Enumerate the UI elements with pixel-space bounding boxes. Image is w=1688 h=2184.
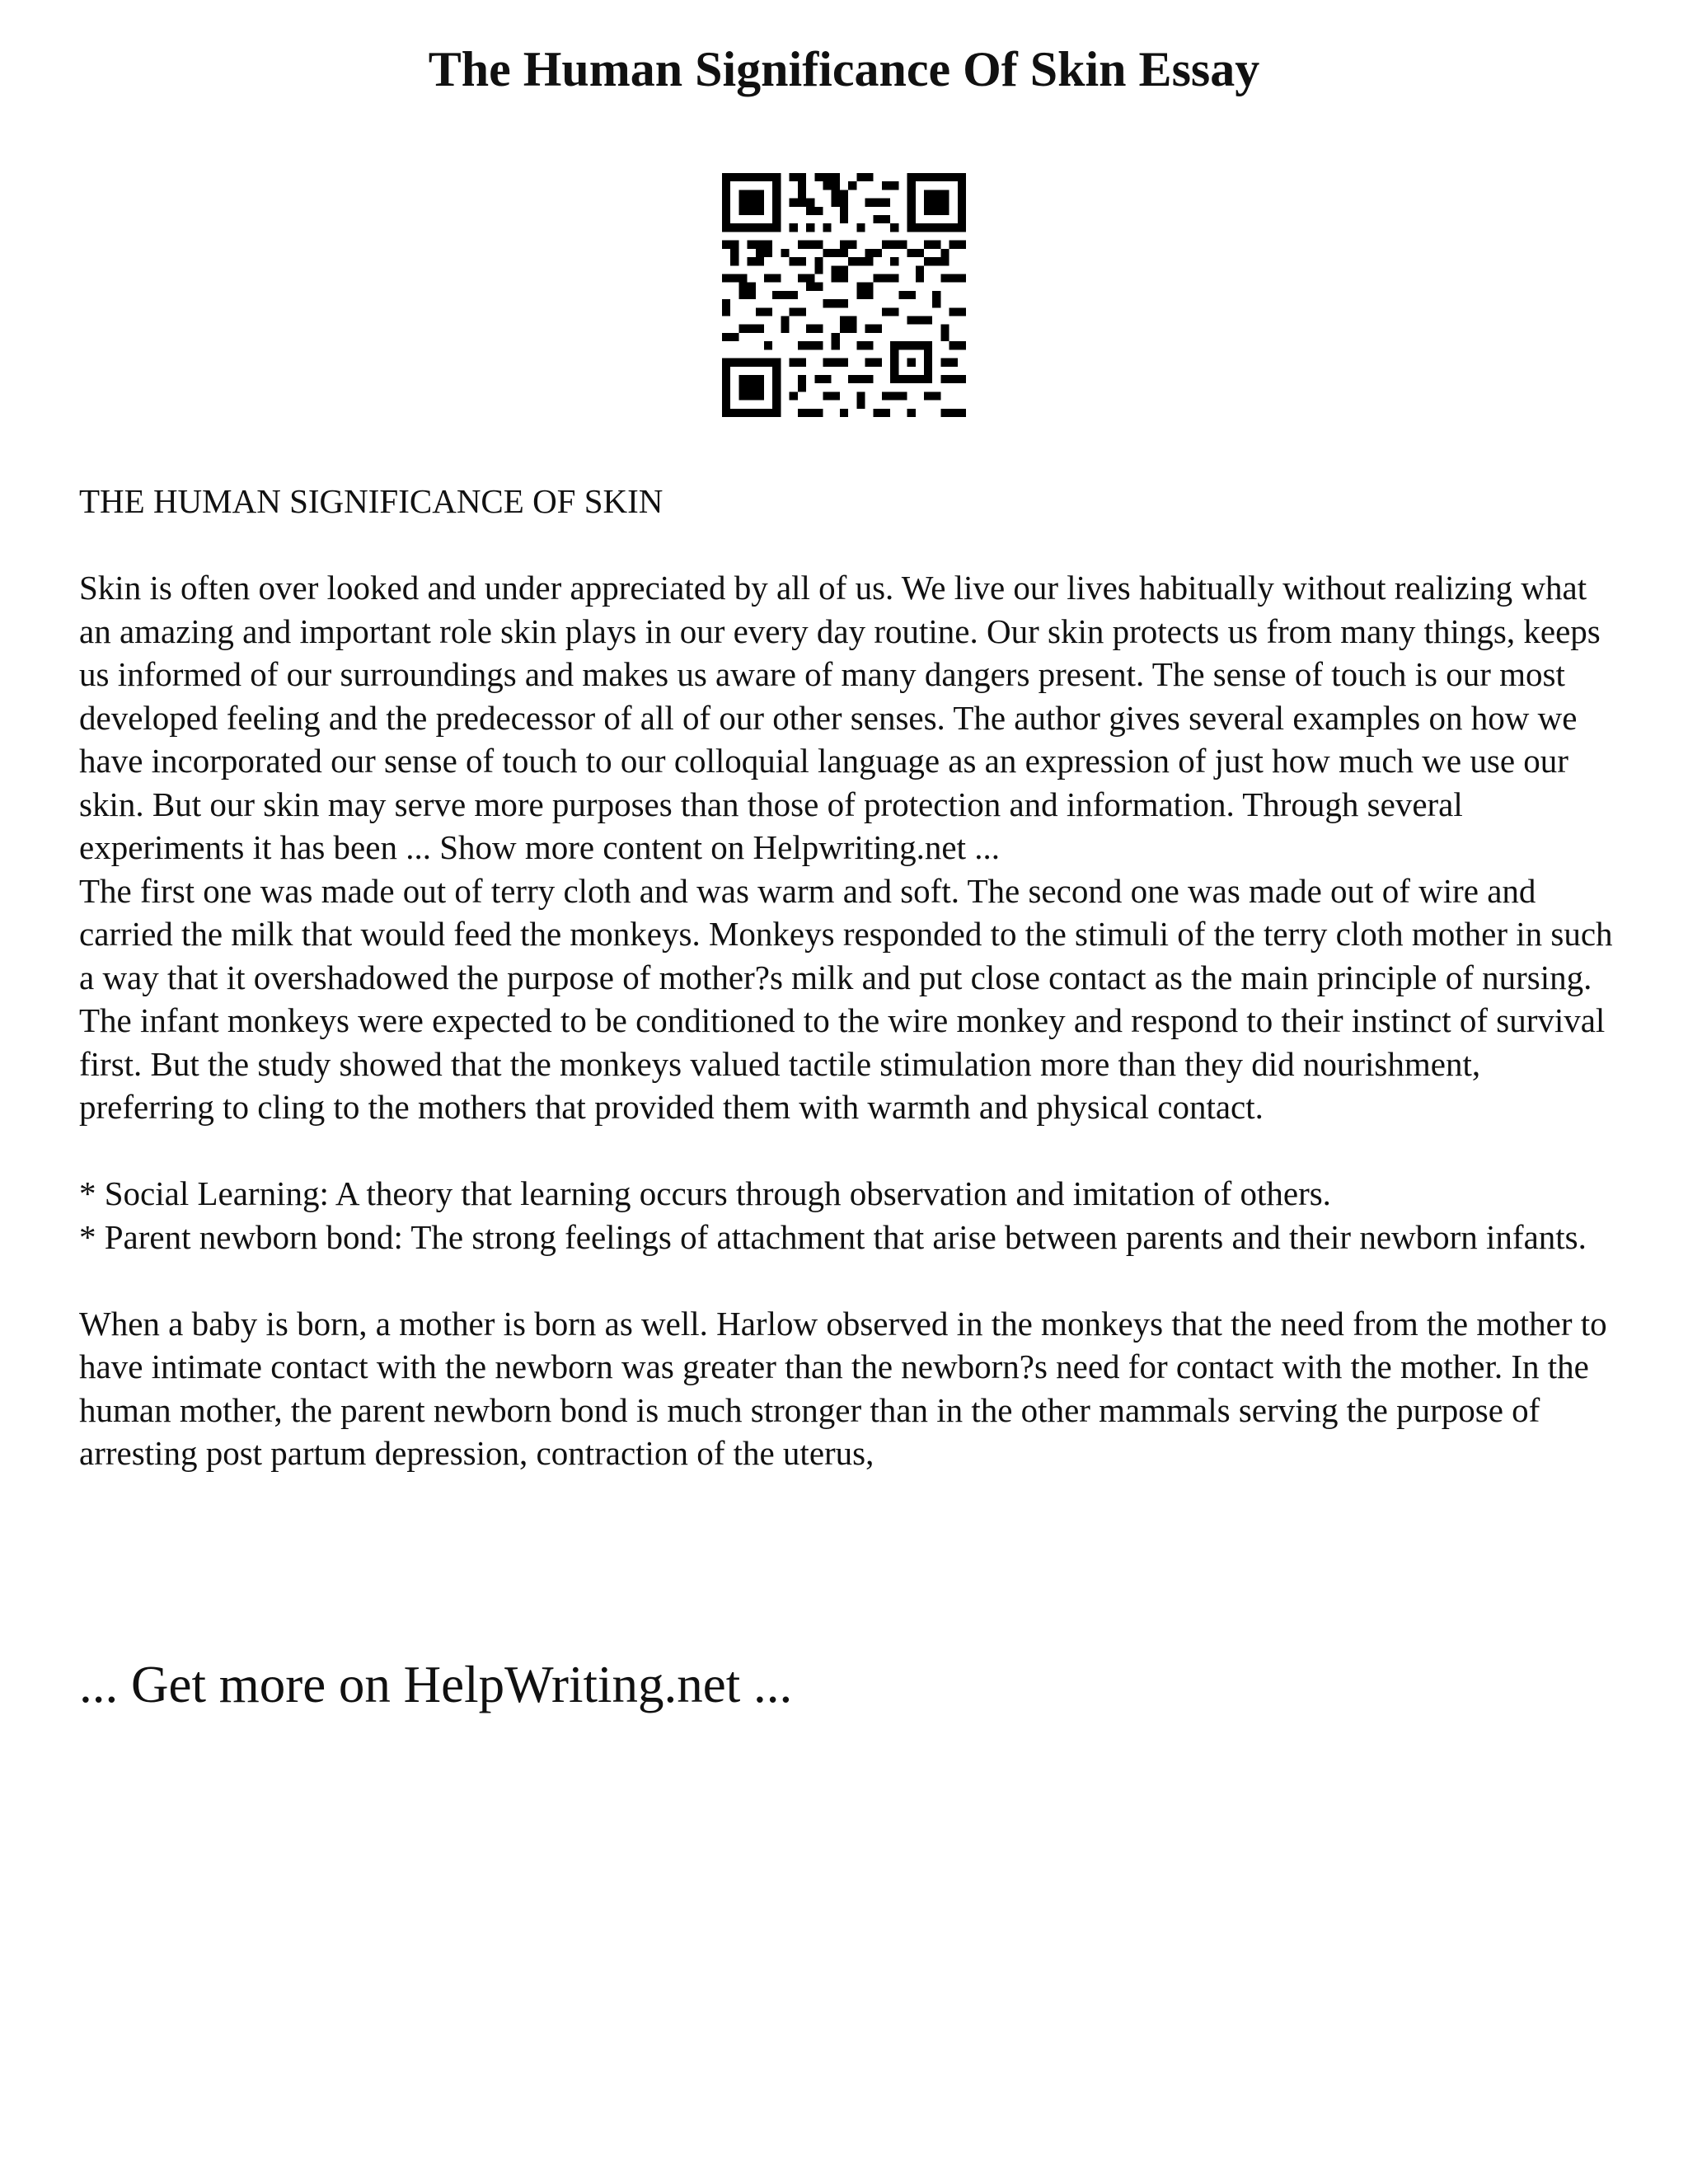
spacer <box>79 1129 1620 1173</box>
essay-body <box>79 480 1620 1475</box>
paragraph-1: Skin is often over looked and under appreciated by all of us. We live our lives habitually without realizing what an amazing and important role skin plays in our every day routine. Our skin protects us from many things, keeps us informed of our surroundings and makes us aware of many dangers present. The sense of touch is our most developed feeling and the predecessor of all of our other senses. The author gives several examples on how we have incorporated our sense of touch to our colloquial language as an expression of just how much we use our skin. But our skin may serve more purposes than those of protection and information. Through several experiments it has been ... Show more content on Helpwriting.net ... <box>79 569 1601 866</box>
document-title: The Human Significance Of Skin Essay <box>428 42 1260 96</box>
spacer <box>79 1258 1620 1302</box>
essay-heading: THE HUMAN SIGNIFICANCE OF SKIN <box>79 482 663 520</box>
get-more-link[interactable]: ... Get more on HelpWriting.net ... <box>79 1656 793 1713</box>
paragraph-closing: When a baby is born, a mother is born as well. Harlow observed in the monkeys that the need from the mother to have intimate contact with the newborn was greater than the newborn?s need for contact with the mother. In the human mother, the parent newborn bond is much stronger than in the other mammals serving the purpose of arresting post partum depression, contraction of the uterus, <box>79 1304 1607 1472</box>
definition-social-learning: * Social Learning: A theory that learning occurs through observation and imitation of others. <box>79 1174 1331 1212</box>
qr-code-icon <box>722 173 966 417</box>
definition-parent-newborn-bond: * Parent newborn bond: The strong feelings of attachment that arise between parents and their newborn infants. <box>79 1217 1587 1256</box>
paragraph-2: The first one was made out of terry cloth and was warm and soft. The second one was made out of wire and carried the milk that would feed the monkeys. Monkeys responded to the stimuli of the terry cloth mother in such a way that it overshadowed the purpose of mother?s milk and put close contact as the main principle of nursing. The infant monkeys were expected to be conditioned to the wire monkey and respond to their instinct of survival first. But the study showed that the monkeys valued tactile stimulation more than they did nourishment, preferring to cling to the mothers that provided them with warmth and physical contact. <box>79 871 1613 1126</box>
qr-code-graphic <box>722 173 966 417</box>
spacer <box>79 523 1620 567</box>
